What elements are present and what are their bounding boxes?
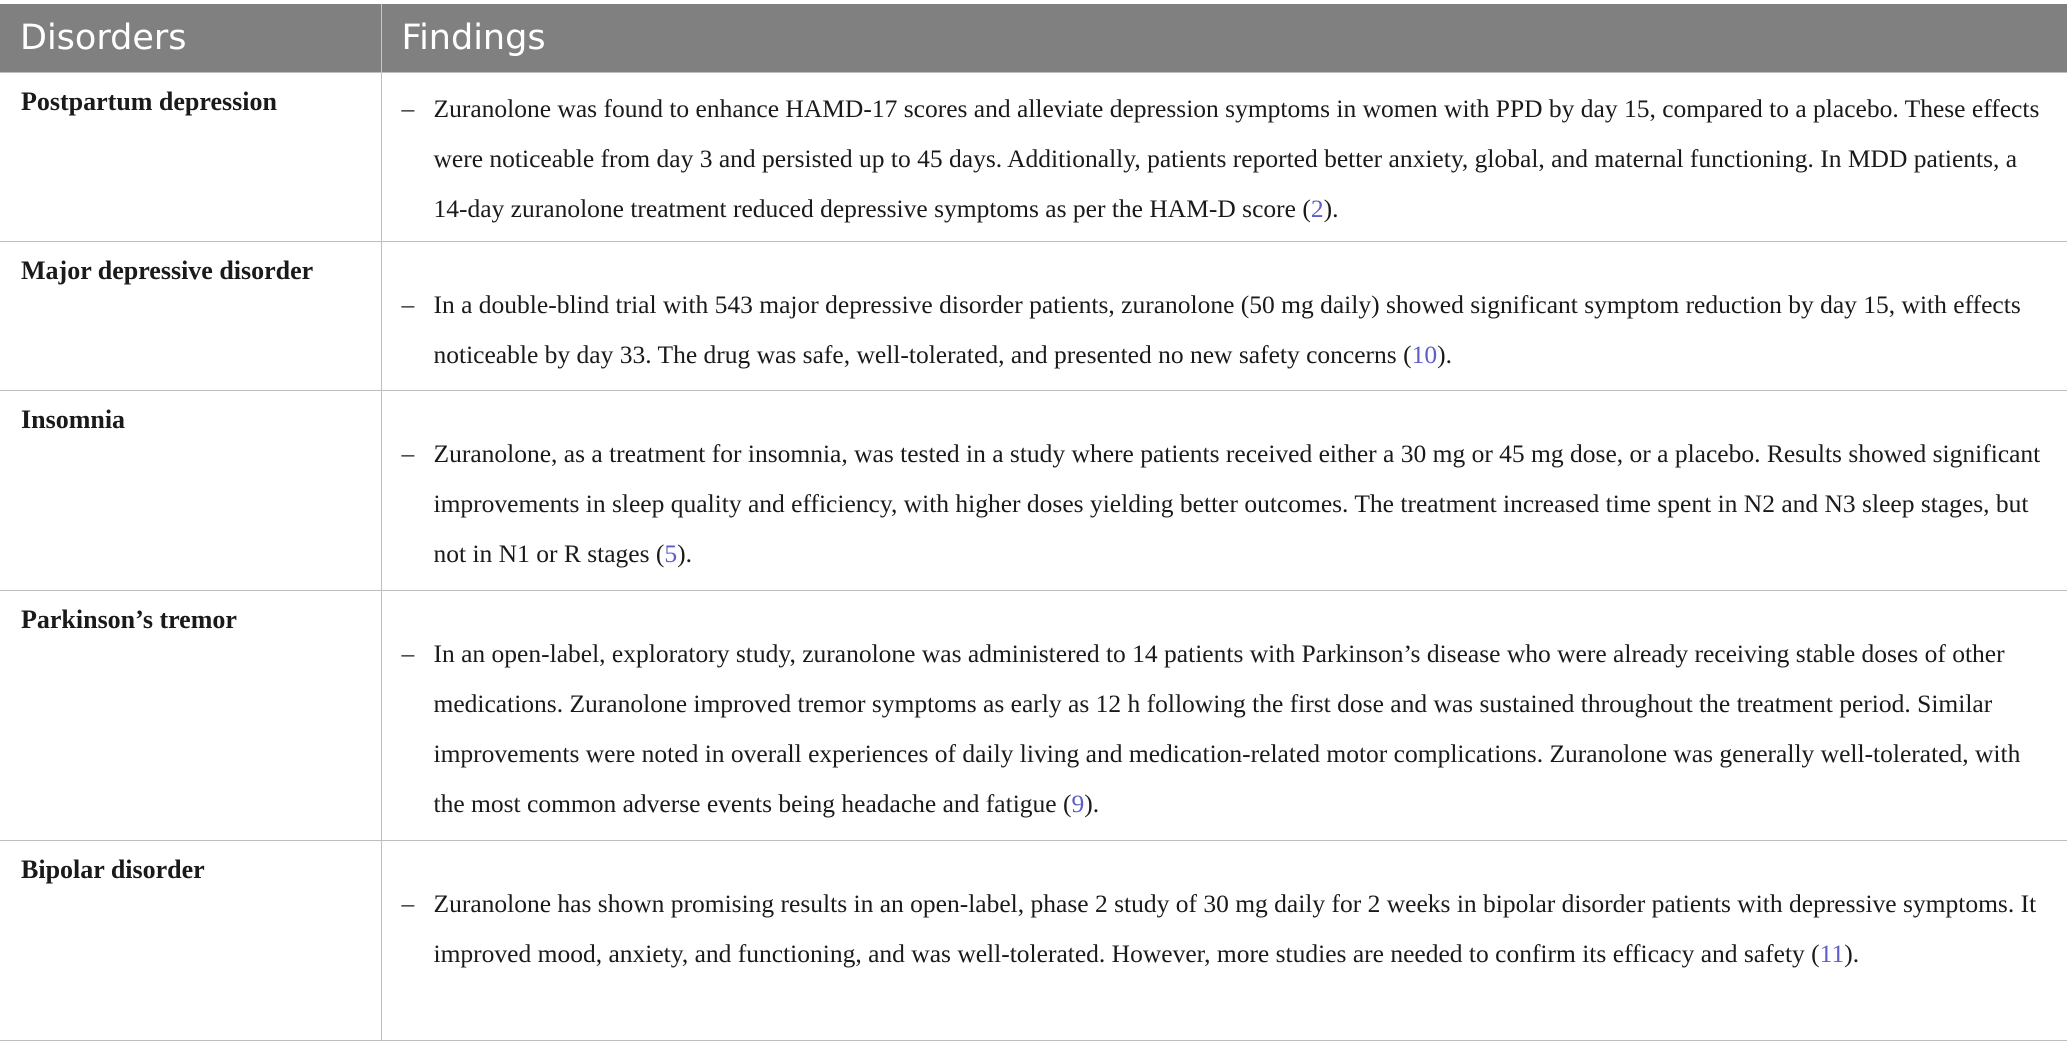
finding-tail: ).: [1323, 193, 1339, 223]
disorders-findings-table: [0, 4, 2067, 1041]
dash-bullet: –: [401, 638, 415, 668]
dash-bullet: –: [401, 888, 415, 918]
finding-cell: [381, 72, 2067, 241]
reference-link[interactable]: 9: [1071, 788, 1085, 818]
finding-body: In an open-label, exploratory study, zuranolone was administered to 14 patients with Parkinson’s disease who were already receiving stable doses of other medications. Zuranolone improved tremor symptoms as early as 12 h following the first dose and was sustained throughout the treatment period. Similar improvements were noted in overall experiences of daily living and medication-related motor complications. Zuranolone was generally well-tolerated, with the most common adverse events being headache and fatigue (: [433, 638, 2021, 818]
disorder-cell: Parkinson’s tremor: [0, 590, 381, 840]
disorders-column-header: Disorders: [0, 4, 381, 72]
finding-text: [434, 280, 2044, 380]
finding-item: [382, 629, 2044, 829]
table-row: [0, 72, 2067, 241]
finding-cell: [381, 241, 2067, 390]
finding-item: [382, 879, 2044, 979]
table-header-row: [0, 4, 2067, 72]
finding-body: In a double-blind trial with 543 major depressive disorder patients, zuranolone (50 mg daily) showed significant symptom reduction by day 15, with effects noticeable by day 33. The drug was safe, well-tolerated, and presented no new safety concerns (: [433, 289, 2021, 369]
finding-body: Zuranolone, as a treatment for insomnia, was tested in a study where patients received either a 30 mg or 45 mg dose, or a placebo. Results showed significant improvements in sleep quality and efficiency, with higher doses yielding better outcomes. The treatment increased time spent in N2 and N3 sleep stages, but not in N1 or R stages (: [433, 438, 2041, 568]
findings-column-header: Findings: [381, 4, 2067, 72]
table-row: [0, 590, 2067, 840]
reference-link[interactable]: 10: [1411, 339, 1438, 369]
finding-tail: ).: [677, 538, 693, 568]
finding-tail: ).: [1437, 339, 1452, 369]
finding-item: [382, 280, 2044, 380]
reference-link[interactable]: 5: [664, 538, 678, 568]
dash-bullet: –: [401, 289, 415, 319]
finding-tail: ).: [1844, 938, 1860, 968]
dash-bullet: –: [401, 438, 415, 468]
dash-bullet: –: [401, 93, 415, 123]
finding-tail: ).: [1084, 788, 1100, 818]
reference-link[interactable]: 11: [1819, 938, 1845, 968]
disorder-cell: Insomnia: [0, 390, 381, 590]
finding-body: Zuranolone was found to enhance HAMD-17 scores and alleviate depression symptoms in women with PPD by day 15, compared to a placebo. These effects were noticeable from day 3 and persisted up to 45 days. Additionally, patients reported better anxiety, global, and maternal functioning. In MDD patients, a 14-day zuranolone treatment reduced depressive symptoms as per the HAM-D score (: [433, 93, 2040, 223]
table-row: [0, 840, 2067, 1040]
finding-text: [434, 84, 2044, 234]
disorder-cell: Bipolar disorder: [0, 840, 381, 1040]
disorder-cell: Postpartum depression: [0, 72, 381, 241]
finding-text: [434, 629, 2044, 829]
disorder-cell: Major depressive disorder: [0, 241, 381, 390]
finding-cell: [381, 390, 2067, 590]
finding-body: Zuranolone has shown promising results in an open-label, phase 2 study of 30 mg daily for 2 weeks in bipolar disorder patients with depressive symptoms. It improved mood, anxiety, and functioning, and was well-tolerated. However, more studies are needed to confirm its efficacy and safety (: [433, 888, 2037, 968]
finding-item: [382, 84, 2044, 234]
finding-item: [382, 429, 2044, 579]
reference-link[interactable]: 2: [1310, 193, 1324, 223]
finding-cell: [381, 840, 2067, 1040]
finding-cell: [381, 590, 2067, 840]
finding-text: [434, 879, 2044, 979]
table-row: [0, 390, 2067, 590]
finding-text: [434, 429, 2044, 579]
table-row: [0, 241, 2067, 390]
